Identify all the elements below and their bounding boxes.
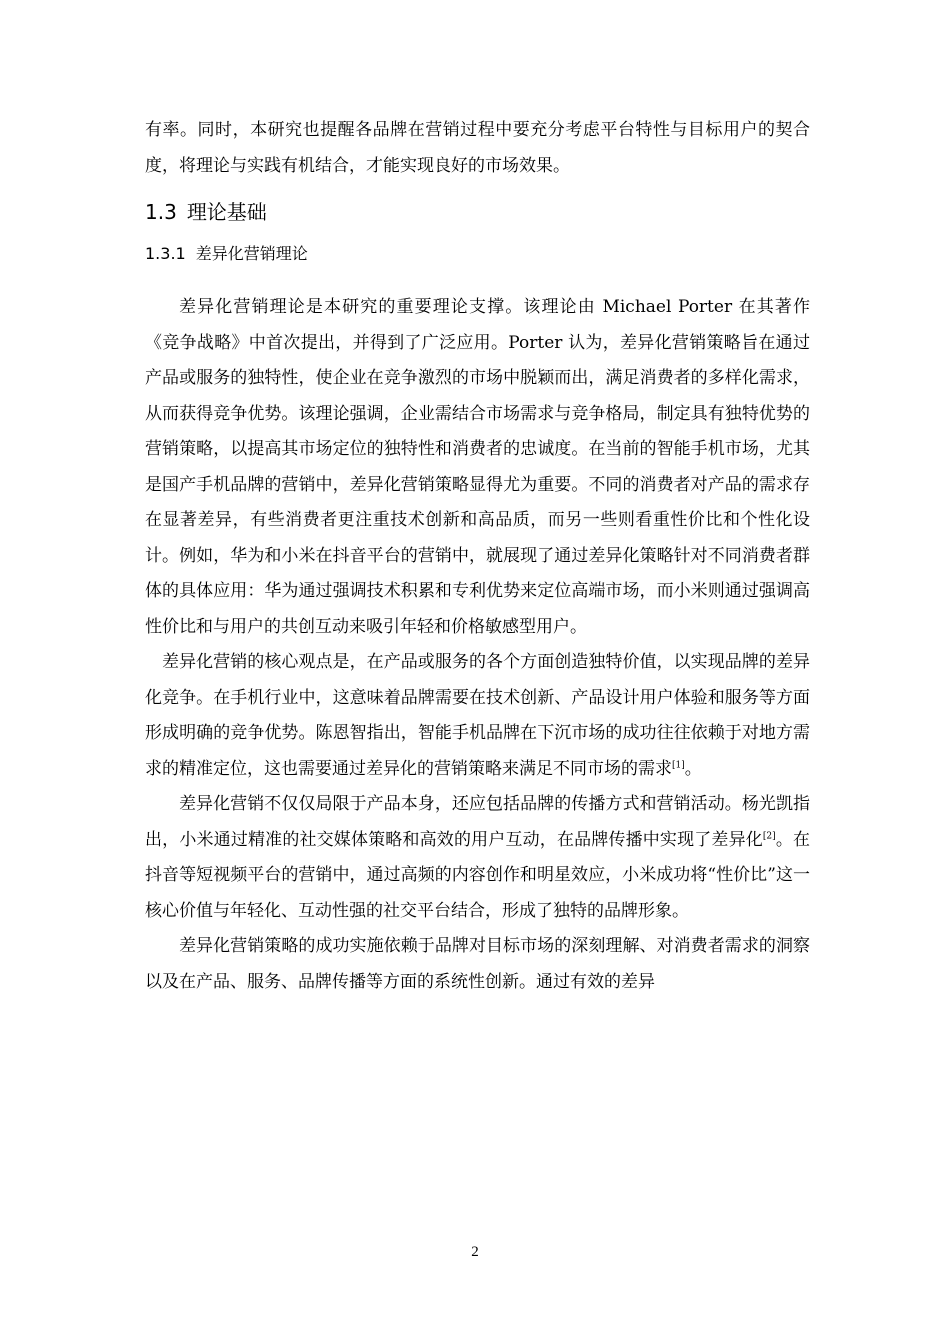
section-title: 理论基础 xyxy=(186,200,267,224)
citation-1: [1] xyxy=(672,759,685,770)
subsection-number: 1.3.1 xyxy=(145,244,186,263)
section-number: 1.3 xyxy=(145,200,177,224)
paragraph-2 xyxy=(145,645,810,787)
paragraph-2-text: 差异化营销的核心观点是，在产品或服务的各个方面创造独特价值，以实现品牌的差异化竞争。在手机行业中，这意味着品牌需要在技术创新、产品设计用户体验和服务等方面形成明确的竞争优势。陈恩智指出，智能手机品牌在下沉市场的成功往往依赖于对地方需求的精准定位，这也需要通过差异化的营销策略来满足不同市场的需求 xyxy=(145,652,810,779)
paragraph-3-text-a: 差异化营销不仅仅局限于产品本身，还应包括品牌的传播方式和营销活动。杨光凯指出，小米通过精准的社交媒体策略和高效的用户互动，在品牌传播中实现了差异化 xyxy=(145,794,810,850)
paragraph-4: 差异化营销策略的成功实施依赖于品牌对目标市场的深刻理解、对消费者需求的洞察以及在产品、服务、品牌传播等方面的系统性创新。通过有效的差异 xyxy=(145,936,810,992)
citation-2: [2] xyxy=(762,830,776,841)
document-body xyxy=(145,113,810,1000)
paragraph-3-text-b: 。在抖音等短视频平台的营销中，通过高频的内容创作和明星效应，小米成功将“性价比”这一核心价值与年轻化、互动性强的社交平台结合，形成了独特的品牌形象。 xyxy=(145,829,811,921)
subsection-heading xyxy=(145,234,810,274)
paragraph-1: 差异化营销理论是本研究的重要理论支撑。该理论由 Michael Porter 在其著作《竞争战略》中首次提出，并得到了广泛应用。Porter 认为，差异化营销策略旨在通过产品或服务的独特性，使企业在竞争激烈的市场中脱颖而出，满足消费者的多样化需求，从而获得竞争优势。该理论强调，企业需结合市场需求与竞争格局，制定具有独特优势的营销策略，以提高其市场定位的独特性和消费者的忠诚度。在当前的智能手机市场，尤其是国产手机品牌的营销中，差异化营销策略显得尤为重要。不同的消费者对产品的需求存在显著差异，有些消费者更注重技术创新和高品质，而另一些则看重性价比和个性化设计。例如，华为和小米在抖音平台的营销中，就展现了通过差异化策略针对不同消费者群体的具体应用：华为通过强调技术积累和专利优势来定位高端市场，而小米则通过强调高性价比和与用户的共创互动来吸引年轻和价格敏感型用户。 xyxy=(145,297,810,637)
page-number: 2 xyxy=(471,1244,479,1260)
intro-paragraph: 有率。同时，本研究也提醒各品牌在营销过程中要充分考虑平台特性与目标用户的契合度，将理论与实践有机结合，才能实现良好的市场效果。 xyxy=(145,120,810,176)
paragraph-2-end: 。 xyxy=(684,758,702,779)
section-heading xyxy=(145,190,810,234)
paragraph-3 xyxy=(145,787,810,929)
subsection-title: 差异化营销理论 xyxy=(195,244,308,263)
